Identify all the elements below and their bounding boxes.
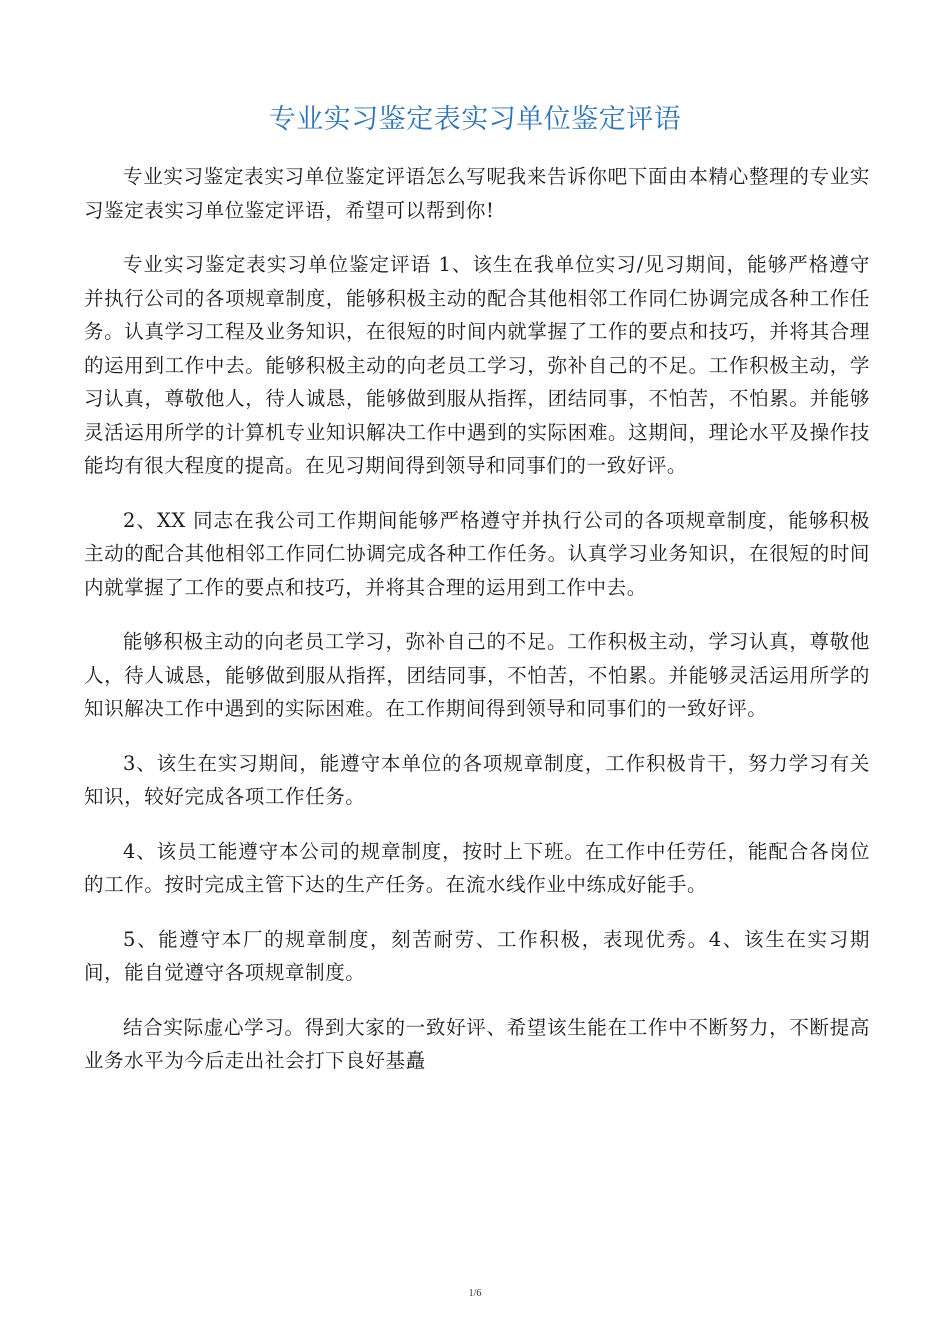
paragraph-intro: 专业实习鉴定表实习单位鉴定评语怎么写呢我来告诉你吧下面由本精心整理的专业实习鉴定表实习单位鉴定评语，希望可以帮到你! — [84, 165, 870, 222]
paragraph-2: 2、XX 同志在我公司工作期间能够严格遵守并执行公司的各项规章制度，能够积极主动的配合其他相邻工作同仁协调完成各种工作任务。认真学习业务知识，在很短的时间内就掌握了工作的要点和技巧，并将其合理的运用到工作中去。 — [84, 508, 870, 599]
paragraph-5: 5、能遵守本厂的规章制度，刻苦耐劳、工作积极，表现优秀。4、该生在实习期间，能自觉遵守各项规章制度。 — [84, 927, 870, 984]
document-title: 专业实习鉴定表实习单位鉴定评语 — [268, 104, 682, 135]
paragraph-4: 4、该员工能遵守本公司的规章制度，按时上下班。在工作中任劳任，能配合各岗位的工作。按时完成主管下达的生产任务。在流水线作业中练成好能手。 — [84, 839, 870, 896]
paragraph-3: 3、该生在实习期间，能遵守本单位的各项规章制度，工作积极肯干，努力学习有关知识，较好完成各项工作任务。 — [84, 751, 870, 808]
page-number: 1/6 — [468, 1288, 482, 1299]
paragraph-closing: 结合实际虚心学习。得到大家的一致好评、希望该生能在工作中不断努力，不断提高业务水平为今后走出社会打下良好基矗 — [84, 1015, 870, 1072]
document-body — [84, 160, 870, 1099]
paragraph-1: 专业实习鉴定表实习单位鉴定评语 1、该生在我单位实习/见习期间，能够严格遵守并执行公司的各项规章制度，能够积极主动的配合其他相邻工作同仁协调完成各种工作任务。认真学习工程及业务知识，在很短的时间内就掌握了工作的要点和技巧，并将其合理的运用到工作中去。能够积极主动的向老员工学习，弥补自己的不足。工作积极主动，学习认真，尊敬他人，待人诚恳，能够做到服从指挥，团结同事，不怕苦，不怕累。并能够灵活运用所学的计算机专业知识解决工作中遇到的实际困难。这期间，理论水平及操作技能均有很大程度的提高。在见习期间得到领导和同事们的一致好评。 — [84, 253, 870, 477]
paragraph-2-continued: 能够积极主动的向老员工学习，弥补自己的不足。工作积极主动，学习认真，尊敬他人，待人诚恳，能够做到服从指挥，团结同事，不怕苦，不怕累。并能够灵活运用所学的知识解决工作中遇到的实际困难。在工作期间得到领导和同事们的一致好评。 — [84, 630, 870, 720]
